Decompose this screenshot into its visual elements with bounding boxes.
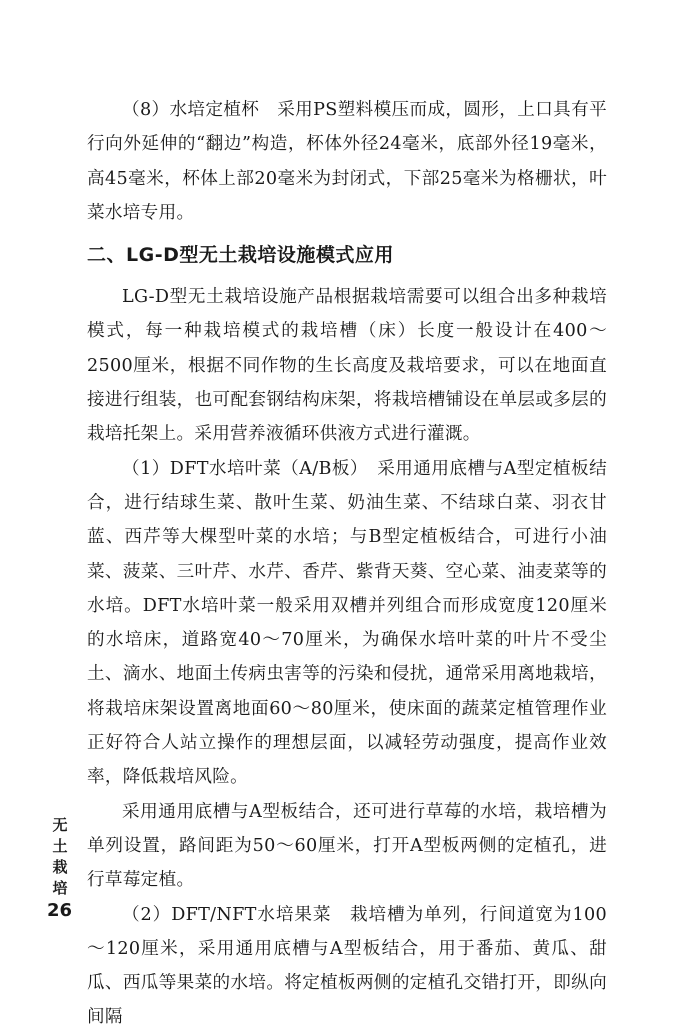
side-section-label bbox=[50, 815, 70, 899]
paragraph-strawberry: 采用通用底槽与A型板结合，还可进行草莓的水培，栽培槽为单列设置，路间距为50～60厘米，打开A型板两侧的定植孔，进行草莓定植。 bbox=[87, 801, 607, 891]
paragraph-planting-cup: （8）水培定植杯 采用PS塑料模压而成，圆形，上口具有平行向外延伸的“翻边”构造，杯体外径24毫米，底部外径19毫米，高45毫米，杯体上部20毫米为封闭式，下部25毫米为格栅状，叶菜水培专用。 bbox=[87, 100, 607, 223]
page-number: 26 bbox=[47, 900, 73, 921]
paragraph-dft-leafy: （1）DFT水培叶菜（A/B板） 采用通用底槽与A型定植板结合，进行结球生菜、散叶生菜、奶油生菜、不结球白菜、羽衣甘蓝、西芹等大棵型叶菜的水培；与B型定植板结合，可进行小油菜、菠菜、三叶芹、水芹、香芹、紫背天葵、空心菜、油麦菜等的水培。DFT水培叶菜一般采用双槽并列组合而形成宽度120厘米的水培床，道路宽40～70厘米，为确保水培叶菜的叶片不受尘土、滴水、地面土传病虫害等的污染和侵扰，通常采用离地栽培，将栽培床架设置离地面60～80厘米，使床面的蔬菜定植管理作业正好符合人站立操作的理想层面，以减轻劳动强度，提高作业效率，降低栽培风险。 bbox=[87, 458, 607, 788]
paragraph-dft-nft-fruit: （2）DFT/NFT水培果菜 栽培槽为单列，行间道宽为100～120厘米，采用通用底槽与A型板结合，用于番茄、黄瓜、甜瓜、西瓜等果菜的水培。将定植板两侧的定植孔交错打开，即纵向间隔 bbox=[87, 904, 607, 1028]
side-label-char: 无 bbox=[52, 816, 68, 834]
page-body bbox=[87, 93, 607, 1035]
side-label-char: 栽 bbox=[52, 858, 68, 876]
paragraph-intro: LG-D型无土栽培设施产品根据栽培需要可以组合出多种栽培模式，每一种栽培模式的栽培槽（床）长度一般设计在400～2500厘米，根据不同作物的生长高度及栽培要求，可以在地面直接进行组装，也可配套钢结构床架，将栽培槽铺设在单层或多层的栽培托架上。采用营养液循环供液方式进行灌溉。 bbox=[87, 287, 607, 445]
side-label-char: 土 bbox=[52, 837, 68, 855]
section-heading: 二、LG-D型无土栽培设施模式应用 bbox=[87, 244, 394, 267]
side-label-char: 培 bbox=[52, 879, 68, 897]
